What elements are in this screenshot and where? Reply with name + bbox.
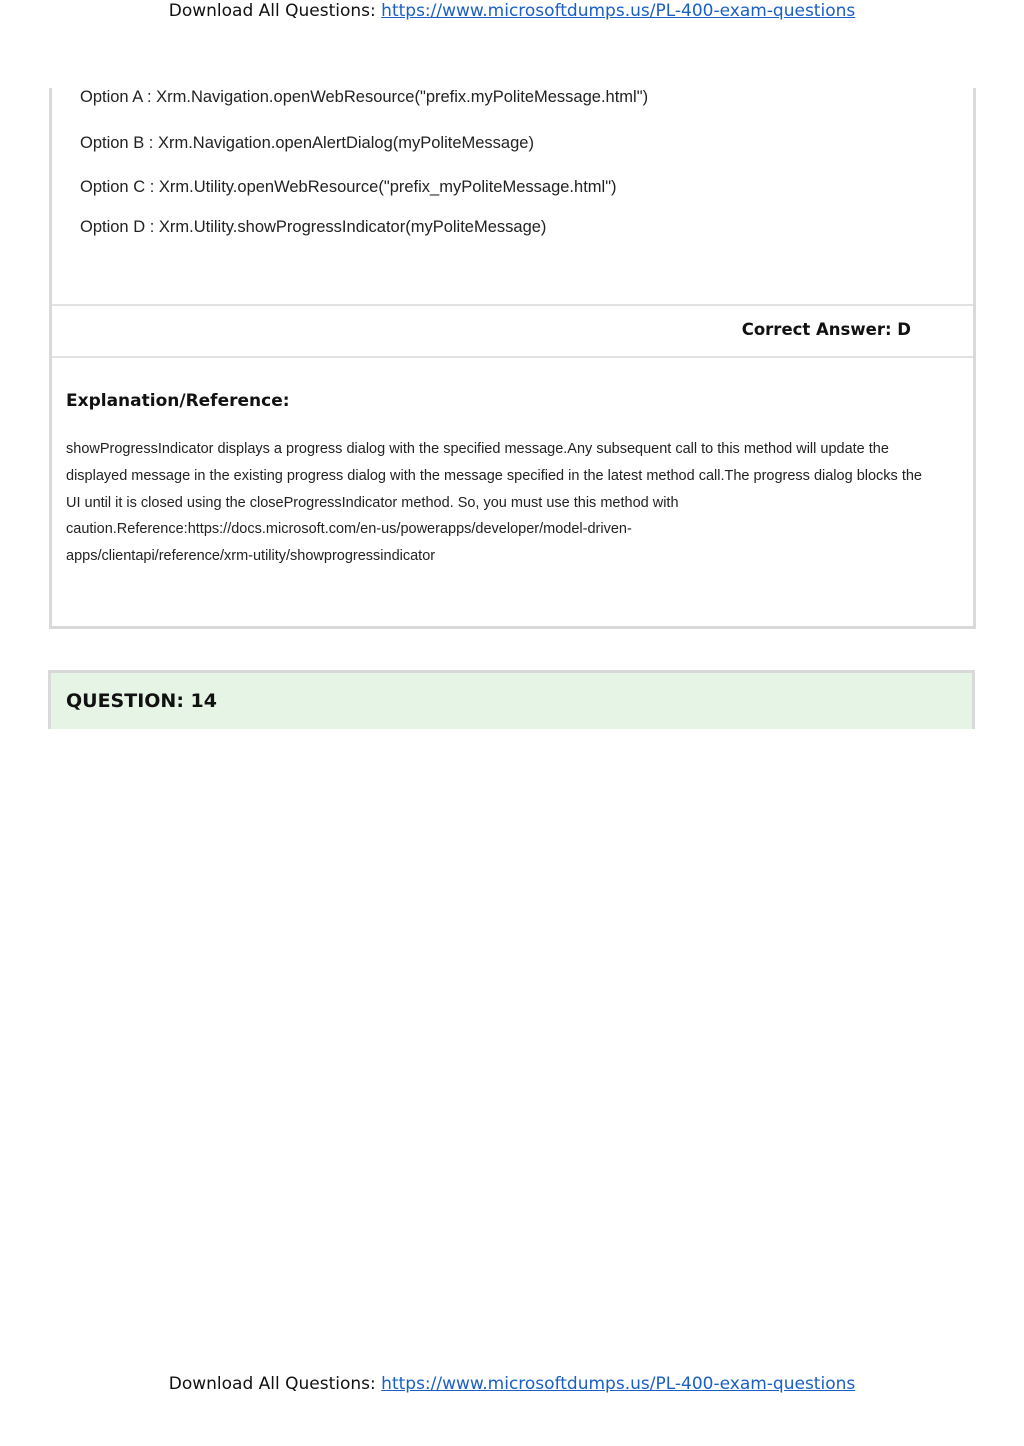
explanation-line: apps/clientapi/reference/xrm-utility/showprogressindicator [66,548,436,565]
explanation-title: Explanation/Reference: [66,391,290,411]
question-header [48,670,975,729]
explanation-line: displayed message in the existing progress dialog with the message specified in the latest method call.The progress dialog blocks the [66,467,922,484]
download-banner-top [0,0,1024,22]
option-b: Option B : Xrm.Navigation.openAlertDialog(myPoliteMessage) [80,134,534,152]
option-c: Option C : Xrm.Utility.openWebResource("prefix_myPoliteMessage.html") [80,178,617,196]
question-card [49,88,976,629]
download-link[interactable]: https://www.microsoftdumps.us/PL-400-exam-questions [381,1,856,21]
option-d: Option D : Xrm.Utility.showProgressIndicator(myPoliteMessage) [80,218,547,236]
download-banner-bottom [0,1373,1024,1395]
explanation-text [66,436,956,570]
explanation-line: UI until it is closed using the closeProgressIndicator method. So, you must use this method with [66,494,679,511]
divider [52,304,973,306]
divider [52,356,973,358]
question-title: QUESTION: 14 [66,690,217,712]
explanation-line: caution.Reference:https://docs.microsoft.com/en-us/powerapps/developer/model-driven- [66,521,632,538]
option-a: Option A : Xrm.Navigation.openWebResource("prefix.myPoliteMessage.html") [80,88,649,106]
download-banner-label: Download All Questions: [168,1,382,21]
explanation-line: showProgressIndicator displays a progress dialog with the specified message.Any subsequent call to this method will update the [66,441,889,457]
correct-answer: Correct Answer: D [741,320,911,339]
download-link[interactable]: https://www.microsoftdumps.us/PL-400-exam-questions [381,1374,856,1394]
download-banner-label: Download All Questions: [168,1374,382,1394]
